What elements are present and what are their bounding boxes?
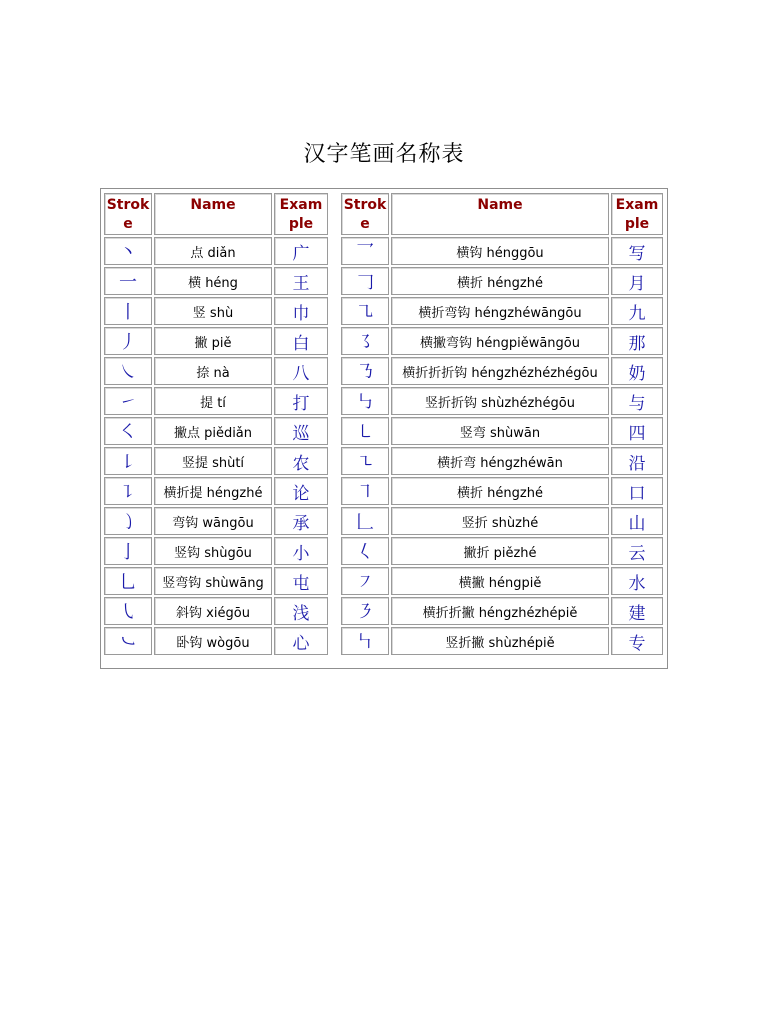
name-cell: 撇点 piědiǎn bbox=[154, 417, 272, 445]
example-cell: 专 bbox=[611, 627, 663, 655]
example-cell: 王 bbox=[274, 267, 328, 295]
stroke-cell: ㇄ bbox=[341, 417, 389, 445]
example-cell: 论 bbox=[274, 477, 328, 505]
table-row bbox=[341, 597, 663, 625]
example-cell: 四 bbox=[611, 417, 663, 445]
name-cell: 竖弯 shùwān bbox=[391, 417, 609, 445]
name-cell: 横折折折钩 héngzhézhézhégōu bbox=[391, 357, 609, 385]
table-row bbox=[341, 297, 663, 325]
example-cell: 打 bbox=[274, 387, 328, 415]
stroke-cell: ㇍ bbox=[341, 447, 389, 475]
example-cell: 沿 bbox=[611, 447, 663, 475]
example-cell: 屯 bbox=[274, 567, 328, 595]
table-row bbox=[341, 507, 663, 535]
example-cell: 广 bbox=[274, 237, 328, 265]
name-cell: 撇折 piězhé bbox=[391, 537, 609, 565]
stroke-cell: ㇈ bbox=[341, 297, 389, 325]
name-cell: 弯钩 wāngōu bbox=[154, 507, 272, 535]
table-row bbox=[341, 267, 663, 295]
table-row bbox=[104, 477, 328, 505]
name-cell: 竖 shù bbox=[154, 297, 272, 325]
example-cell: 写 bbox=[611, 237, 663, 265]
example-cell: 云 bbox=[611, 537, 663, 565]
stroke-header-line1: Strok bbox=[106, 197, 150, 213]
example-cell: 月 bbox=[611, 267, 663, 295]
example-header-line2: ple bbox=[624, 216, 650, 232]
page-title: 汉字笔画名称表 bbox=[303, 142, 465, 167]
stroke-cell: ㇀ bbox=[104, 387, 152, 415]
example-cell: 口 bbox=[611, 477, 663, 505]
stroke-cell: 丨 bbox=[104, 297, 152, 325]
right-half bbox=[339, 191, 665, 657]
header-row bbox=[341, 193, 663, 235]
stroke-cell: 𠃌 bbox=[341, 267, 389, 295]
stroke-cell: ㇙ bbox=[104, 447, 152, 475]
example-header bbox=[611, 193, 663, 235]
stroke-header bbox=[341, 193, 389, 235]
name-cell: 竖提 shùtí bbox=[154, 447, 272, 475]
header-row bbox=[104, 193, 328, 235]
table-row bbox=[104, 447, 328, 475]
stroke-table bbox=[100, 188, 668, 669]
stroke-header-line2: e bbox=[123, 216, 133, 232]
name-cell: 横折 héngzhé bbox=[391, 477, 609, 505]
table-row bbox=[104, 627, 328, 655]
name-header bbox=[154, 193, 272, 235]
table-row bbox=[104, 417, 328, 445]
stroke-header-line1: Strok bbox=[343, 197, 387, 213]
stroke-cell: ㇏ bbox=[104, 357, 152, 385]
stroke-cell: 𡿨 bbox=[341, 537, 389, 565]
example-header-line1: Exam bbox=[279, 197, 323, 213]
table-row bbox=[104, 537, 328, 565]
right-table bbox=[339, 191, 665, 657]
stroke-cell: ㇋ bbox=[341, 597, 389, 625]
stroke-cell: 𠃊 bbox=[341, 507, 389, 535]
example-cell: 奶 bbox=[611, 357, 663, 385]
table-row bbox=[341, 567, 663, 595]
stroke-cell: ㇛ bbox=[104, 417, 152, 445]
stroke-cell: ㇁ bbox=[104, 507, 152, 535]
stroke-cell: 亅 bbox=[104, 537, 152, 565]
stroke-cell: 乛 bbox=[341, 237, 389, 265]
name-cell: 卧钩 wògōu bbox=[154, 627, 272, 655]
stroke-cell: ㇉ bbox=[341, 387, 389, 415]
name-cell: 横折弯 héngzhéwān bbox=[391, 447, 609, 475]
example-cell: 浅 bbox=[274, 597, 328, 625]
table-row bbox=[341, 327, 663, 355]
name-header-label: Name bbox=[190, 197, 236, 213]
example-header bbox=[274, 193, 328, 235]
table-row bbox=[104, 597, 328, 625]
table-row bbox=[104, 267, 328, 295]
example-cell: 九 bbox=[611, 297, 663, 325]
table-row bbox=[341, 477, 663, 505]
stroke-cell: ㇞ bbox=[341, 627, 389, 655]
example-header-line2: ple bbox=[288, 216, 314, 232]
table-row bbox=[104, 237, 328, 265]
example-cell: 小 bbox=[274, 537, 328, 565]
name-cell: 竖折折钩 shùzhézhégōu bbox=[391, 387, 609, 415]
example-cell: 水 bbox=[611, 567, 663, 595]
name-cell: 撇 piě bbox=[154, 327, 272, 355]
name-cell: 横 héng bbox=[154, 267, 272, 295]
table-row bbox=[104, 327, 328, 355]
name-cell: 竖折撇 shùzhépiě bbox=[391, 627, 609, 655]
name-cell: 横撇弯钩 héngpiěwāngōu bbox=[391, 327, 609, 355]
name-cell: 提 tí bbox=[154, 387, 272, 415]
table-row bbox=[341, 417, 663, 445]
example-cell: 与 bbox=[611, 387, 663, 415]
table-row bbox=[104, 357, 328, 385]
stroke-cell: 丶 bbox=[104, 237, 152, 265]
table-row bbox=[341, 627, 663, 655]
table-row bbox=[341, 387, 663, 415]
table-row bbox=[104, 297, 328, 325]
table-row bbox=[104, 567, 328, 595]
stroke-cell: ㇌ bbox=[341, 327, 389, 355]
name-header-label: Name bbox=[477, 197, 523, 213]
example-cell: 白 bbox=[274, 327, 328, 355]
name-cell: 点 diǎn bbox=[154, 237, 272, 265]
stroke-cell: ㇇ bbox=[341, 567, 389, 595]
stroke-cell: ㇡ bbox=[341, 357, 389, 385]
name-cell: 捺 nà bbox=[154, 357, 272, 385]
name-cell: 竖弯钩 shùwāng bbox=[154, 567, 272, 595]
stroke-cell: 乚 bbox=[104, 567, 152, 595]
table-row bbox=[341, 357, 663, 385]
name-cell: 横折提 héngzhé bbox=[154, 477, 272, 505]
stroke-header-line2: e bbox=[360, 216, 370, 232]
name-cell: 横折 héngzhé bbox=[391, 267, 609, 295]
stroke-cell: 一 bbox=[104, 267, 152, 295]
stroke-cell: ㇕ bbox=[341, 477, 389, 505]
table-row bbox=[341, 237, 663, 265]
example-cell: 巾 bbox=[274, 297, 328, 325]
example-cell: 心 bbox=[274, 627, 328, 655]
name-cell: 横撇 héngpiě bbox=[391, 567, 609, 595]
name-cell: 横折弯钩 héngzhéwāngōu bbox=[391, 297, 609, 325]
table-row bbox=[341, 447, 663, 475]
example-cell: 那 bbox=[611, 327, 663, 355]
name-header bbox=[391, 193, 609, 235]
left-half bbox=[102, 191, 330, 657]
name-cell: 斜钩 xiégōu bbox=[154, 597, 272, 625]
example-cell: 巡 bbox=[274, 417, 328, 445]
name-cell: 横折折撇 héngzhézhépiě bbox=[391, 597, 609, 625]
example-cell: 八 bbox=[274, 357, 328, 385]
stroke-cell: ㇂ bbox=[104, 597, 152, 625]
name-cell: 竖钩 shùgōu bbox=[154, 537, 272, 565]
stroke-cell: ㇊ bbox=[104, 477, 152, 505]
table-row bbox=[341, 537, 663, 565]
table-row bbox=[104, 507, 328, 535]
example-header-line1: Exam bbox=[615, 197, 659, 213]
table-row bbox=[104, 387, 328, 415]
stroke-header bbox=[104, 193, 152, 235]
stroke-cell: ㇃ bbox=[104, 627, 152, 655]
example-cell: 建 bbox=[611, 597, 663, 625]
stroke-cell: 丿 bbox=[104, 327, 152, 355]
name-cell: 横钩 hénggōu bbox=[391, 237, 609, 265]
name-cell: 竖折 shùzhé bbox=[391, 507, 609, 535]
example-cell: 承 bbox=[274, 507, 328, 535]
left-table bbox=[102, 191, 330, 657]
example-cell: 山 bbox=[611, 507, 663, 535]
example-cell: 农 bbox=[274, 447, 328, 475]
